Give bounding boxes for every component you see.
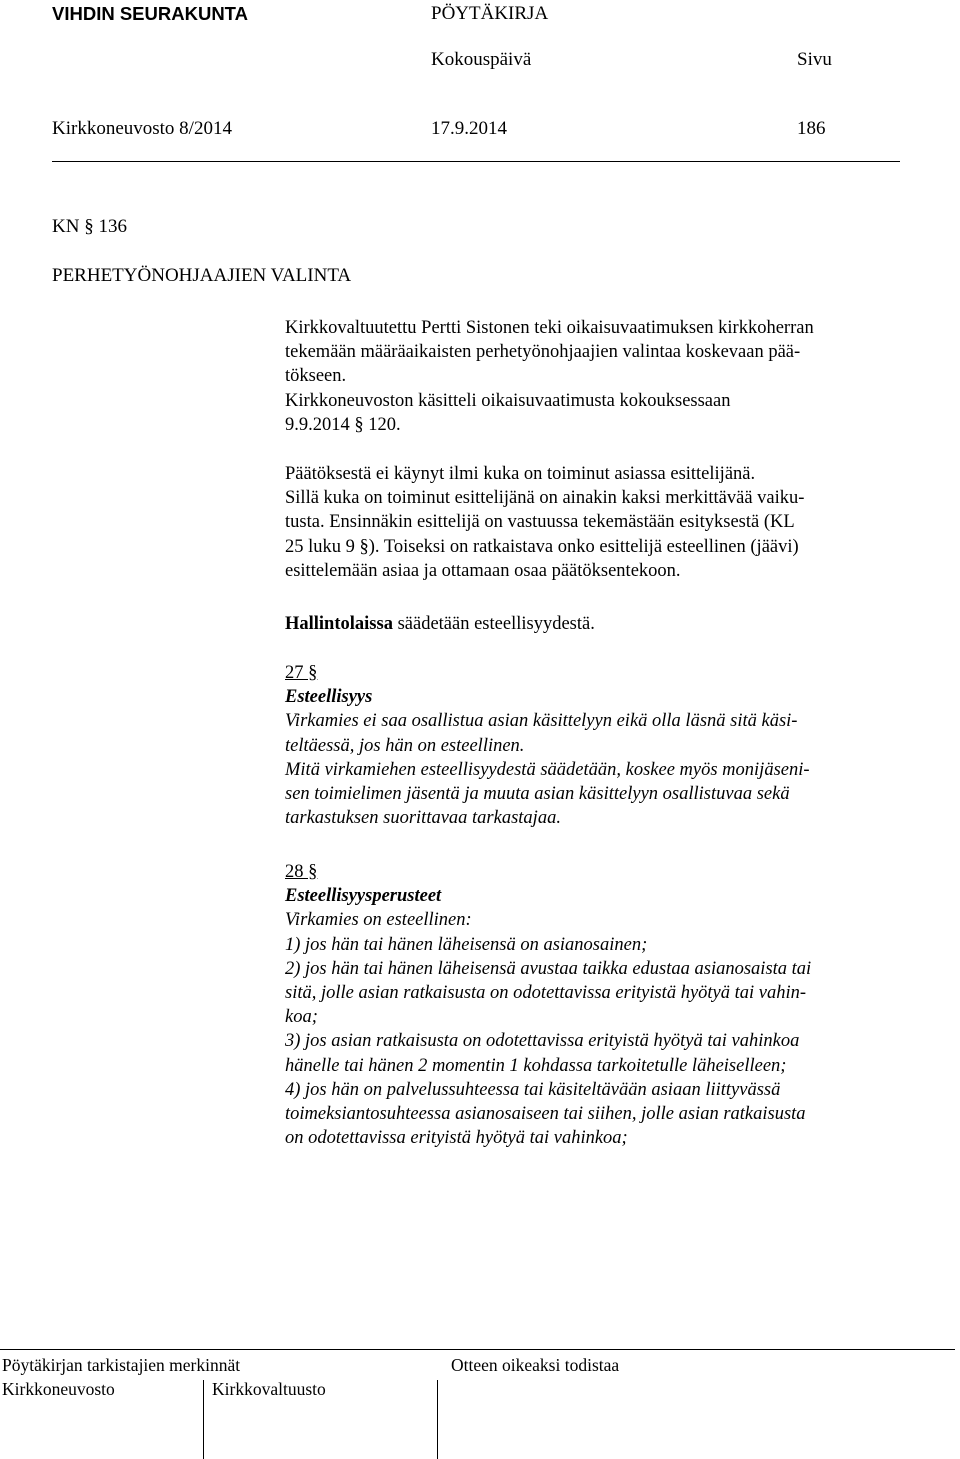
organization-name: VIHDIN SEURAKUNTA: [52, 3, 248, 24]
page-number: 186: [797, 118, 826, 139]
text-line: 25 luku 9 §). Toiseksi on ratkaistava onko esittelijä esteellinen (jäävi): [285, 536, 799, 557]
text-line: 4) jos hän on palvelussuhteessa tai käsiteltävään asiaan liittyvässä: [285, 1079, 781, 1100]
section-number: KN § 136: [52, 216, 127, 237]
text-line: Kirkkoneuvoston käsitteli oikaisuvaatimusta kokouksessaan: [285, 390, 731, 411]
text-line: 3) jos asian ratkaisusta on odotettavissa erityistä hyötyä tai vahinkoa: [285, 1031, 800, 1052]
text-line: Virkamies on esteellinen:: [285, 910, 472, 931]
text-line: Virkamies ei saa osallistua asian käsittelyyn eikä olla läsnä sitä käsi-: [285, 711, 798, 732]
text-line: sen toimielimen jäsentä ja muuta asian käsittelyyn osallistuvaa sekä: [285, 784, 790, 805]
text-line: toimeksiantosuhteessa asianosaiseen tai siihen, jolle asian ratkaisusta: [285, 1104, 806, 1125]
section-ref: 28 §: [285, 862, 318, 882]
text-line: 9.9.2014 § 120.: [285, 414, 401, 435]
text-line: sitä, jolle asian ratkaisusta on odotettavissa erityistä hyötyä tai vahin-: [285, 983, 807, 1004]
law-section-27: [285, 661, 903, 830]
signer-column-church-council: Kirkkoneuvosto: [2, 1379, 115, 1399]
signature-separator: [437, 1380, 438, 1459]
law-name: Hallintolaissa: [285, 614, 393, 634]
date-label: Kokouspäivä: [431, 49, 532, 70]
signature-separator: [203, 1380, 204, 1459]
document-type: PÖYTÄKIRJA: [431, 3, 549, 24]
signers-label: Pöytäkirjan tarkistajien merkinnät: [2, 1355, 241, 1375]
text-line: Päätöksestä ei käynyt ilmi kuka on toiminut asiassa esittelijänä.: [285, 464, 756, 484]
text-line: hänelle tai hänen 2 momentin 1 kohdassa tarkoitetulle läheiselleen;: [285, 1055, 787, 1076]
page-label: Sivu: [797, 49, 832, 70]
meeting-name: Kirkkoneuvosto 8/2014: [52, 118, 232, 139]
text-line: on odotettavissa erityistä hyötyä tai vahinkoa;: [285, 1128, 628, 1149]
text-line: teltäessä, jos hän on esteellinen.: [285, 735, 525, 756]
text-line: koa;: [285, 1007, 318, 1028]
certified-label: Otteen oikeaksi todistaa: [451, 1355, 620, 1375]
paragraph-appeal: [285, 316, 903, 437]
text-line: tökseen.: [285, 366, 347, 387]
law-section-28: [285, 860, 903, 1150]
section-heading: Esteellisyys: [285, 687, 373, 708]
text-line: Kirkkovaltuutettu Pertti Sistonen teki oikaisuvaatimuksen kirkkoherran: [285, 318, 814, 338]
section-ref: 27 §: [285, 663, 318, 683]
text-line: tarkastuksen suorittavaa tarkastajaa.: [285, 808, 561, 829]
law-text: säädetään esteellisyydestä.: [392, 614, 595, 634]
header-divider: [52, 161, 900, 162]
paragraph-administrative-act: [285, 612, 903, 636]
section-title: PERHETYÖNOHJAAJIEN VALINTA: [52, 265, 352, 286]
section-heading: Esteellisyysperusteet: [285, 886, 442, 907]
paragraph-presenter: [285, 462, 903, 583]
signer-column-church-assembly: Kirkkovaltuusto: [212, 1379, 326, 1399]
text-line: tekemään määräaikaisten perhetyönohjaajien valintaa koskevaan pää-: [285, 342, 801, 363]
text-line: tusta. Ensinnäkin esittelijä on vastuussa tekemästään esityksestä (KL: [285, 512, 795, 533]
text-line: esittelemään asiaa ja ottamaan osaa päätöksentekoon.: [285, 560, 681, 581]
text-line: Mitä virkamiehen esteellisyydestä säädetään, koskee myös monijäseni-: [285, 759, 810, 780]
text-line: 1) jos hän tai hänen läheisensä on asianosainen;: [285, 934, 648, 955]
text-line: Sillä kuka on toiminut esittelijänä on ainakin kaksi merkittävää vaiku-: [285, 488, 805, 509]
meeting-date: 17.9.2014: [431, 118, 507, 139]
footer-divider: [0, 1349, 955, 1350]
text-line: 2) jos hän tai hänen läheisensä avustaa taikka edustaa asianosaista tai: [285, 958, 812, 979]
